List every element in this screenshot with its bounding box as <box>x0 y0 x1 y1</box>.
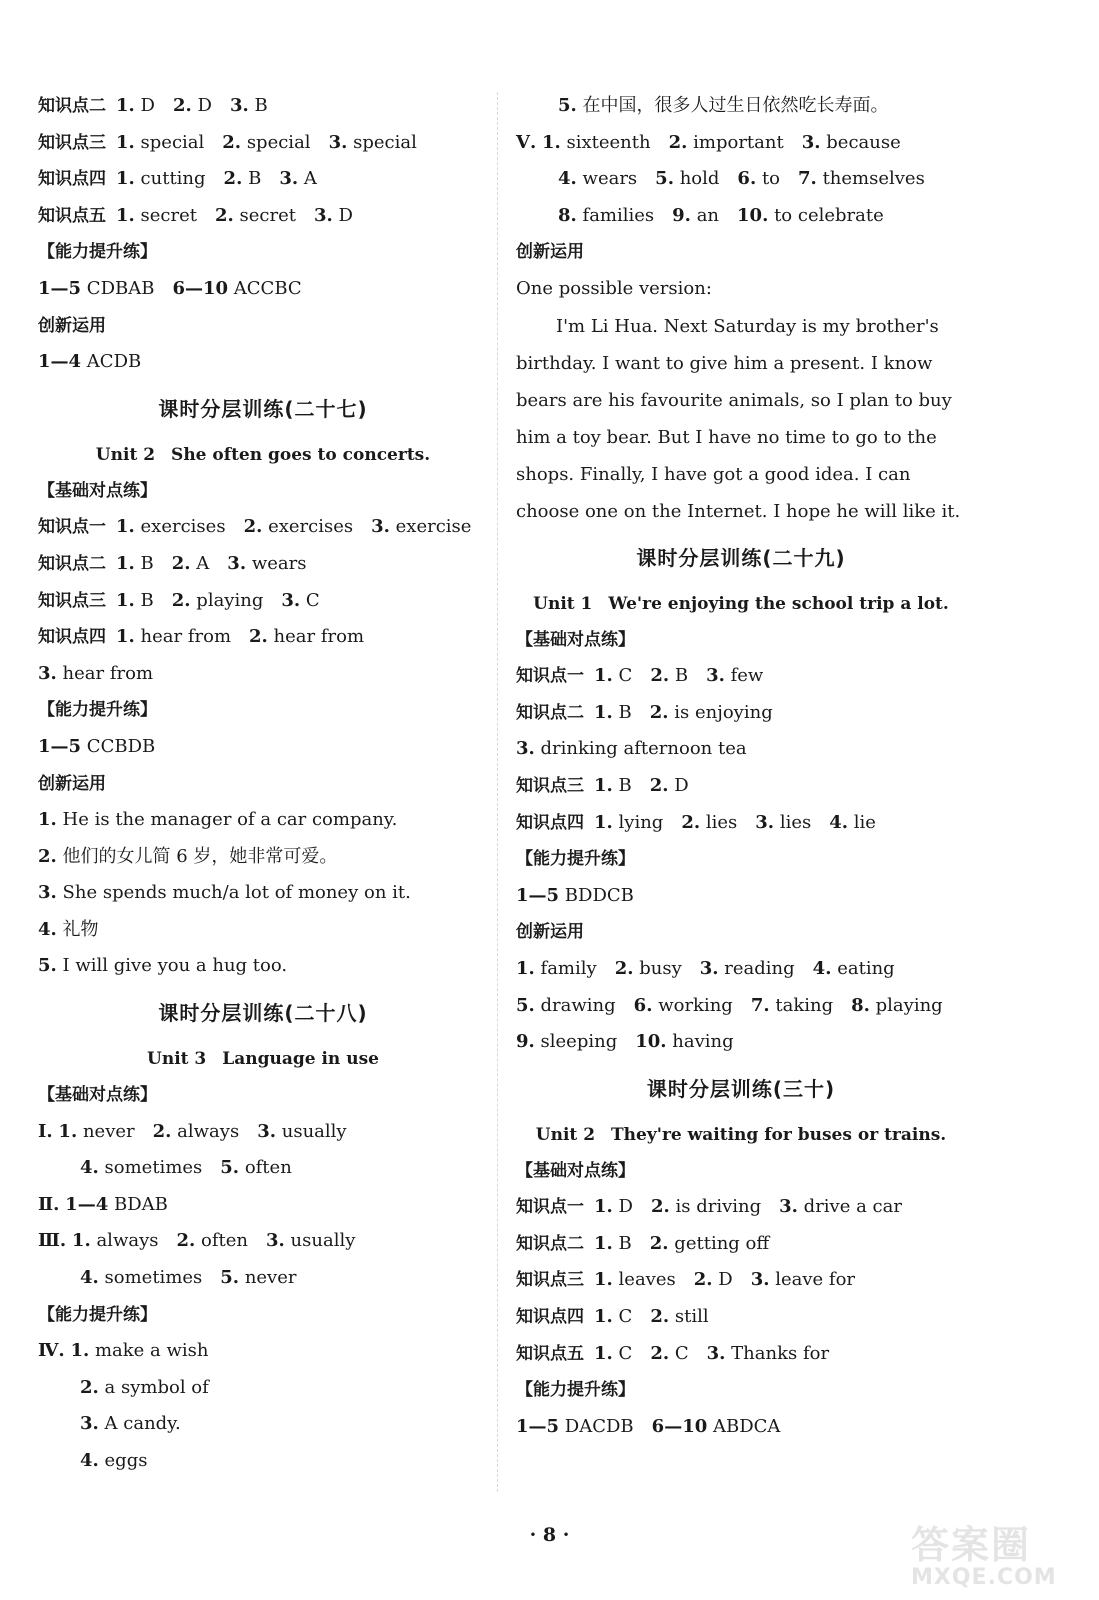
right-column <box>516 88 966 1445</box>
kp-line: 知识点四 1. cutting 2. B 3. A <box>38 168 317 190</box>
section-heading: 【能力提升练】 <box>38 1304 157 1325</box>
section-heading: 【基础对点练】 <box>516 629 635 650</box>
answer-line: Ⅲ. 1. always 2. often 3. usually <box>38 1230 356 1252</box>
section-heading: 创新运用 <box>516 242 584 263</box>
unit-title: Unit 3 Language in use <box>147 1049 379 1070</box>
section-heading: 【能力提升练】 <box>38 700 157 721</box>
kp-line: 知识点三 1. leaves 2. D 3. leave for <box>516 1269 856 1291</box>
kp-line: 知识点三 1. B 2. playing 3. C <box>38 589 320 611</box>
kp-line: 知识点五 1. secret 2. secret 3. D <box>38 204 353 226</box>
lesson-title: 课时分层训练(二十九) <box>636 545 846 570</box>
answer-line: Ⅰ. 1. never 2. always 3. usually <box>38 1120 347 1142</box>
answer-line: 4. eggs <box>80 1450 148 1471</box>
kp-line: 知识点四 1. hear from 2. hear from <box>38 626 365 648</box>
section-heading: 【基础对点练】 <box>516 1160 635 1181</box>
section-heading: 创新运用 <box>38 315 106 336</box>
kp-line: 知识点四 1. C 2. still <box>516 1306 709 1328</box>
answer-line: 1—5 DACDB 6—10 ABDCA <box>516 1415 781 1437</box>
kp-line: 知识点二 1. B 2. is enjoying <box>516 701 773 723</box>
answer-line: 2. 他们的女儿简 6 岁，她非常可爱。 <box>38 845 338 867</box>
answer-line: 9. sleeping 10. having <box>516 1031 734 1053</box>
answer-line: Ⅱ. 1—4 BDAB <box>38 1193 168 1215</box>
lesson-title: 课时分层训练(二十七) <box>158 396 368 421</box>
answer-line: 3. She spends much/a lot of money on it. <box>38 882 411 904</box>
answer-line: Ⅳ. 1. make a wish <box>38 1340 209 1362</box>
section-heading: 【基础对点练】 <box>38 480 157 501</box>
answer-line: 1—5 CCBDB <box>38 735 156 757</box>
watermark-logo: 答案圈 MXQE.COM <box>911 1523 1057 1590</box>
answer-line: 1—5 BDDCB <box>516 884 634 906</box>
answer-line: Ⅴ. 1. sixteenth 2. important 3. because <box>516 131 901 153</box>
unit-title: Unit 2 They're waiting for buses or trains. <box>535 1124 947 1145</box>
answer-line: 3. hear from <box>38 662 154 684</box>
left-column <box>38 88 488 1480</box>
sample-essay: I'm Li Hua. Next Saturday is my brother's birthday. I want to give him a present. I know bears are his favourite animals, so I plan to buy him a toy bear. But I have no time to go to the shops. Finally, I have got a good idea. I can choose one on the Internet. I hope he will like it. <box>516 315 961 522</box>
essay-intro: One possible version: <box>516 277 712 299</box>
kp-line: 知识点三 1. special 2. special 3. special <box>38 131 417 153</box>
kp-line: 知识点五 1. C 2. C 3. Thanks for <box>516 1342 830 1364</box>
kp-line: 知识点三 1. B 2. D <box>516 774 689 796</box>
answer-line: 1—5 CDBAB 6—10 ACCBC <box>38 277 302 299</box>
kp-line: 知识点一 1. exercises 2. exercises 3. exercise <box>38 516 472 538</box>
section-heading: 创新运用 <box>38 773 106 794</box>
section-heading: 创新运用 <box>516 922 584 943</box>
lesson-title: 课时分层训练(三十) <box>646 1076 836 1101</box>
kp-line: 知识点一 1. C 2. B 3. few <box>516 665 764 687</box>
section-heading: 【能力提升练】 <box>38 242 157 263</box>
section-heading: 【能力提升练】 <box>516 1380 635 1401</box>
section-heading: 【能力提升练】 <box>516 849 635 870</box>
answer-line: 4. wears 5. hold 6. to 7. themselves <box>558 168 925 190</box>
answer-line: 3. A candy. <box>80 1413 181 1435</box>
answer-line: 8. families 9. an 10. to celebrate <box>558 204 884 226</box>
answer-line: 4. 礼物 <box>38 918 99 940</box>
lesson-title: 课时分层训练(二十八) <box>158 1001 368 1026</box>
kp-line: 知识点二 1. B 2. getting off <box>516 1232 770 1254</box>
answer-line: 4. sometimes 5. never <box>80 1267 297 1289</box>
answer-line: 1. family 2. busy 3. reading 4. eating <box>516 957 895 979</box>
kp-line: 知识点一 1. D 2. is driving 3. drive a car <box>516 1196 902 1218</box>
column-divider <box>497 92 498 1492</box>
kp-line: 知识点二 1. B 2. A 3. wears <box>38 552 307 574</box>
answer-line: 1—4 ACDB <box>38 351 142 373</box>
page-number: · 8 · <box>529 1524 570 1546</box>
answer-line: 2. a symbol of <box>80 1376 209 1398</box>
answer-line: 5. drawing 6. working 7. taking 8. playing <box>516 994 943 1016</box>
answer-line: 3. drinking afternoon tea <box>516 738 747 760</box>
answer-line: 4. sometimes 5. often <box>80 1157 292 1179</box>
answer-line: 5. 在中国，很多人过生日依然吃长寿面。 <box>558 95 889 116</box>
answer-line: 5. I will give you a hug too. <box>38 955 288 977</box>
kp-line: 知识点二 1. D 2. D 3. B <box>38 95 268 116</box>
section-heading: 【基础对点练】 <box>38 1085 157 1106</box>
kp-line: 知识点四 1. lying 2. lies 3. lies 4. lie <box>516 811 876 833</box>
unit-title: Unit 1 We're enjoying the school trip a lot. <box>533 593 949 614</box>
unit-title: Unit 2 She often goes to concerts. <box>95 444 431 465</box>
answer-line: 1. He is the manager of a car company. <box>38 809 398 831</box>
